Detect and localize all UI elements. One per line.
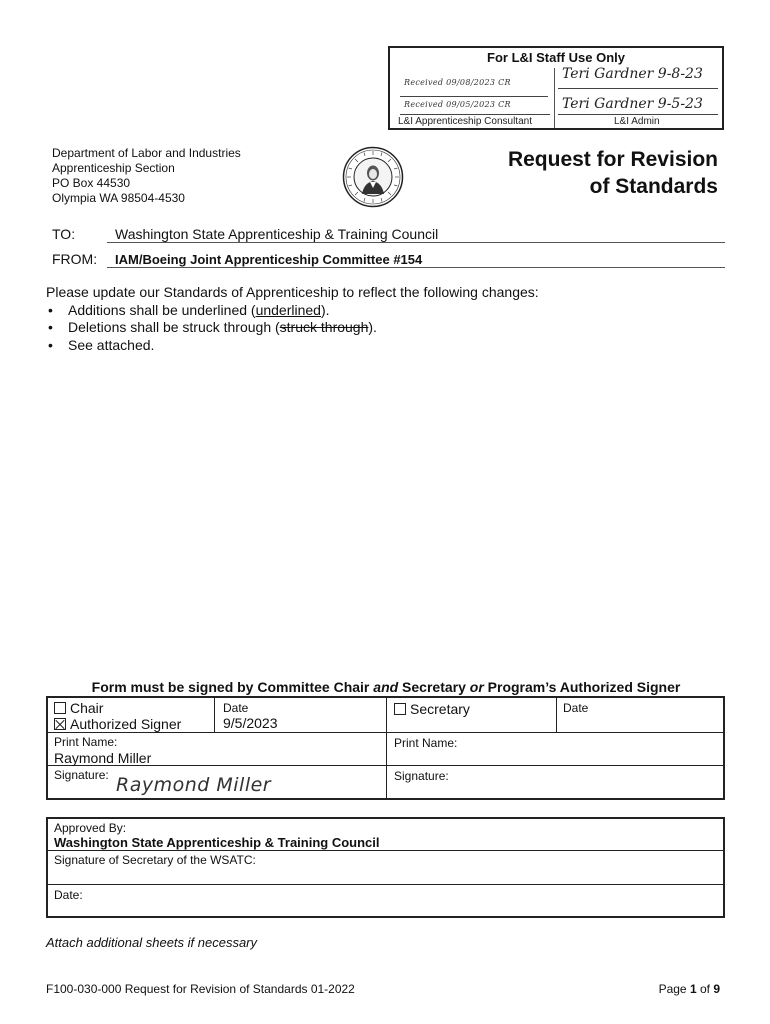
- approved-by-label: Approved By:: [54, 821, 127, 835]
- page-number: [659, 982, 720, 996]
- col-divider: [214, 698, 215, 732]
- row-divider: [48, 850, 723, 851]
- row-divider: [48, 884, 723, 885]
- received-entry-1: Received 09/08/2023 CR: [404, 78, 511, 87]
- signature-label-left: Signature:: [54, 768, 109, 782]
- secretary-signature-label[interactable]: Signature of Secretary of the WSATC:: [54, 853, 256, 867]
- heading-or: or: [469, 679, 484, 695]
- staff-divider: [554, 68, 555, 128]
- signature-table: [46, 696, 725, 800]
- page-mid: of: [696, 982, 714, 996]
- title-line-1: Request for Revision: [507, 148, 718, 171]
- signature-heading: [46, 679, 726, 695]
- bullet-marker: •: [48, 319, 53, 335]
- from-label: FROM:: [52, 251, 98, 267]
- signature-value[interactable]: Raymond Miller: [116, 774, 272, 796]
- date-value[interactable]: 9/5/2023: [223, 715, 278, 731]
- received-entry-2: Received 09/05/2023 CR: [404, 100, 511, 109]
- from-underline: [107, 267, 725, 268]
- page-total: 9: [713, 982, 720, 996]
- address-line: Apprenticeship Section: [52, 161, 175, 175]
- date-label-right: Date: [563, 701, 589, 715]
- staff-use-title: For L&I Staff Use Only: [487, 50, 625, 65]
- authorized-signer-label: Authorized Signer: [70, 716, 182, 732]
- admin-label: L&I Admin: [614, 116, 660, 127]
- chair-checkbox[interactable]: [54, 702, 66, 714]
- page-current: 1: [689, 982, 697, 996]
- date-label-left: Date: [223, 701, 249, 715]
- attach-note: Attach additional sheets if necessary: [46, 935, 258, 950]
- underlined-example: underlined: [255, 301, 321, 318]
- chair-option[interactable]: [54, 700, 103, 716]
- print-name-label-left: Print Name:: [54, 735, 118, 749]
- see-attached-text: See attached.: [68, 336, 155, 353]
- authorized-signer-option[interactable]: [54, 716, 181, 732]
- address-line: Department of Labor and Industries: [52, 146, 241, 160]
- address-line: Olympia WA 98504-4530: [52, 191, 185, 205]
- signature-label-right: Signature:: [394, 769, 449, 783]
- additions-text-end: ).: [320, 301, 330, 318]
- chair-label: Chair: [70, 700, 104, 716]
- col-divider: [556, 698, 557, 732]
- staff-use-box: [388, 46, 724, 130]
- to-underline: [107, 242, 725, 243]
- approval-table: [46, 817, 725, 918]
- print-name-value[interactable]: Raymond Miller: [54, 750, 152, 766]
- title-line-2: of Standards: [589, 175, 718, 198]
- entry-line: [400, 96, 548, 97]
- admin-signature-2: Teri Gardner 9-5-23: [562, 96, 703, 112]
- heading-part: Program’s Authorized Signer: [483, 679, 681, 695]
- council-name: Washington State Apprenticeship & Training Council: [54, 835, 380, 850]
- bullet-see-attached: [46, 337, 539, 355]
- heading-and: and: [373, 679, 399, 695]
- instructions-intro: Please update our Standards of Apprenticeship to reflect the following changes:: [46, 284, 539, 300]
- col-divider: [386, 698, 387, 798]
- document-title: [508, 146, 718, 200]
- washington-state-seal-icon: [342, 146, 404, 208]
- deletions-text-end: ).: [368, 319, 377, 335]
- deletions-text: Deletions shall be struck through (: [68, 319, 280, 335]
- address-line: PO Box 44530: [52, 176, 131, 190]
- struck-example: struck through: [279, 319, 369, 335]
- page-prefix: Page: [658, 982, 690, 996]
- print-name-label-right: Print Name:: [394, 736, 458, 750]
- bullet-marker: •: [48, 301, 53, 318]
- approval-date-label[interactable]: Date:: [54, 888, 83, 902]
- entry-line: [400, 114, 550, 115]
- from-value: IAM/Boeing Joint Apprenticeship Committee #154: [115, 252, 423, 267]
- secretary-checkbox[interactable]: [394, 703, 406, 715]
- admin-signature-1: Teri Gardner 9-8-23: [562, 66, 703, 82]
- secretary-option[interactable]: [394, 701, 470, 717]
- bullet-additions: [46, 302, 539, 320]
- to-value: Washington State Apprenticeship & Training Council: [115, 226, 439, 242]
- agency-address: [52, 146, 241, 206]
- heading-part: Secretary: [398, 679, 470, 695]
- heading-part: Form must be signed by Committee Chair: [91, 679, 374, 695]
- form-id: F100-030-000 Request for Revision of Standards 01-2022: [46, 982, 355, 996]
- bullet-marker: •: [48, 336, 53, 353]
- secretary-label: Secretary: [410, 701, 470, 717]
- consultant-label: L&I Apprenticeship Consultant: [398, 116, 532, 127]
- authorized-signer-checkbox[interactable]: [54, 718, 66, 730]
- bullet-deletions: [46, 319, 539, 337]
- instructions: [46, 284, 539, 354]
- to-label: TO:: [52, 226, 76, 242]
- additions-text: Additions shall be underlined (: [68, 301, 256, 318]
- entry-line: [558, 114, 718, 115]
- entry-line: [558, 88, 718, 89]
